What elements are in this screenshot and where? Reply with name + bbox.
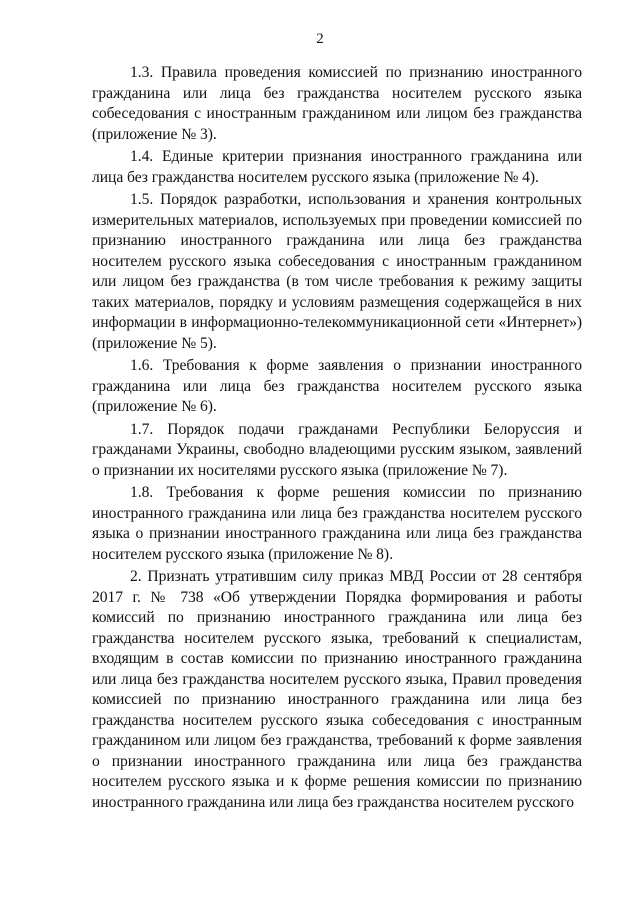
- paragraph-1-8: 1.8. Требования к форме решения комиссии по признанию иностранного гражданина или лица без гражданства носителем русского языка о признании иностранного гражданина или лица без гражданства носителем русского языка (приложение № 8).: [92, 484, 582, 563]
- paragraph-1-7: 1.7. Порядок подачи гражданами Республики Белоруссия и гражданами Украины, свободно владеющими русским языком, заявлений о признании их носителями русского языка (приложение № 7).: [92, 420, 582, 479]
- paragraph-1-4: 1.4. Единые критерии признания иностранного гражданина или лица без гражданства носителем русского языка (приложение № 4).: [92, 148, 582, 186]
- paragraph-1-3: 1.3. Правила проведения комиссией по признанию иностранного гражданина или лица без гражданства носителем русского языка собеседования с иностранным гражданином или лицом без гражданства (приложение № 3).: [92, 64, 582, 143]
- paragraph-1-5: 1.5. Порядок разработки, использования и хранения контрольных измерительных материалов, используемых при проведении комиссией по признанию иностранного гражданина или лица без гражданства носителем русского языка собеседования с иностранным гражданином или лицом без гражданства (в том числе требования к режиму защиты таких материалов, порядку и условиям размещения содержащейся в них информации в информационно-телекоммуникационной сети «Интернет») (приложение № 5).: [92, 191, 582, 352]
- page-number: 2: [316, 31, 324, 47]
- paragraph-1-6: 1.6. Требования к форме заявления о признании иностранного гражданина или лица без гражданства носителем русского языка (приложение № 6).: [92, 357, 582, 415]
- document-body: [92, 63, 582, 813]
- paragraph-2: 2. Признать утратившим силу приказ МВД России от 28 сентября 2017 г. № 738 «Об утверждении Порядка формирования и работы комиссий по признанию иностранного гражданина или лица без гражданства носителем русского языка, требований к специалистам, входящим в состав комиссии по признанию иностранного гражданина или лица без гражданства носителем русского языка, Правил проведения комиссией по признанию иностранного гражданина или лица без гражданства носителем русского языка собеседования с иностранным гражданином или лицом без гражданства, требований к форме заявления о признании иностранного гражданина или лица без гражданства носителем русского языка и к форме решения комиссии по признанию иностранного гражданина или лица без гражданства носителем русского: [92, 568, 582, 811]
